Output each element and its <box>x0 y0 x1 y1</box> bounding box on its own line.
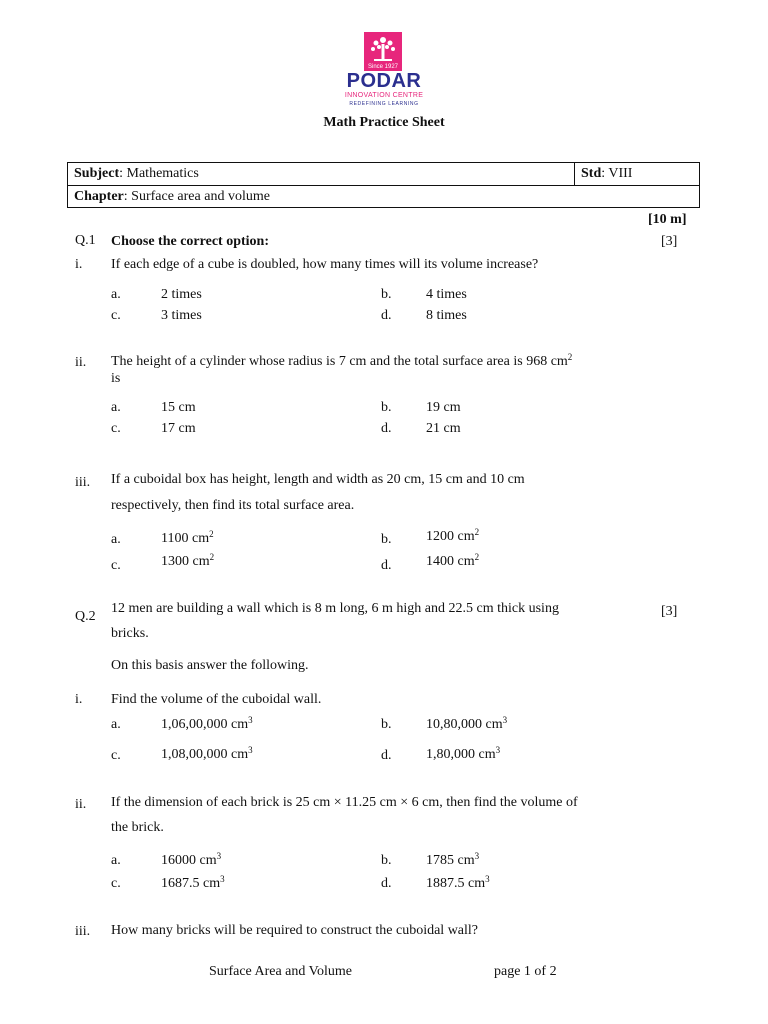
option-value: 1,80,000 cm <box>426 747 496 762</box>
option-text: 17 cm <box>161 421 196 436</box>
question-marks: [3] <box>661 604 678 619</box>
question-basis: On this basis answer the following. <box>111 658 309 673</box>
logo-tagline: REDEFINING LEARNING <box>349 101 419 107</box>
option-letter: c. <box>111 558 121 573</box>
option-letter: a. <box>111 532 121 547</box>
superscript: 3 <box>220 874 225 884</box>
superscript: 3 <box>485 874 490 884</box>
option-text <box>161 853 221 869</box>
std-value: : VIII <box>601 166 633 181</box>
superscript: 2 <box>567 352 573 362</box>
question-text-line: 12 men are building a wall which is 8 m long, 6 m high and 22.5 cm thick using <box>111 601 559 616</box>
option-letter: a. <box>111 400 121 415</box>
option-text <box>426 529 479 545</box>
option-letter: d. <box>381 421 392 436</box>
info-table <box>67 162 700 208</box>
tree-icon <box>364 32 402 64</box>
superscript: 3 <box>248 745 253 755</box>
option-letter: c. <box>111 748 121 763</box>
superscript: 3 <box>502 715 508 725</box>
subquestion-text: Find the volume of the cuboidal wall. <box>111 692 322 707</box>
option-letter: a. <box>111 717 121 732</box>
option-text: 15 cm <box>161 400 196 415</box>
superscript: 2 <box>474 552 480 562</box>
option-text: 4 times <box>426 287 467 302</box>
question-marks: [3] <box>661 234 678 249</box>
subject-value: : Mathematics <box>119 166 199 181</box>
subquestion-number: i. <box>75 692 83 707</box>
subquestion-text-line: is <box>111 371 121 386</box>
option-text <box>426 554 479 570</box>
std-label: Std <box>581 166 602 181</box>
superscript: 3 <box>474 851 480 861</box>
option-letter: b. <box>381 400 392 415</box>
question-number: Q.2 <box>75 609 96 624</box>
option-text: 3 times <box>161 308 202 323</box>
option-letter: c. <box>111 308 121 323</box>
option-letter: d. <box>381 748 392 763</box>
option-text: 8 times <box>426 308 467 323</box>
option-letter: d. <box>381 308 392 323</box>
table-divider <box>68 185 699 186</box>
chapter-value: : Surface area and volume <box>123 189 270 204</box>
page-title: Math Practice Sheet <box>323 115 445 130</box>
logo-name: PODAR <box>346 70 422 92</box>
subquestion-text-line: respectively, then find its total surface area. <box>111 498 355 513</box>
subquestion-text-line: the brick. <box>111 820 164 835</box>
option-value: 1200 cm <box>426 529 475 544</box>
subquestion-text: How many bricks will be required to construct the cuboidal wall? <box>111 923 479 938</box>
option-text: 2 times <box>161 287 202 302</box>
option-letter: b. <box>381 853 392 868</box>
option-letter: a. <box>111 287 121 302</box>
option-text <box>161 554 214 570</box>
option-value: 1300 cm <box>161 554 210 569</box>
option-text <box>161 717 253 733</box>
option-value: 16000 cm <box>161 853 217 868</box>
subject-label: Subject <box>74 166 120 181</box>
subquestion-number: ii. <box>75 355 87 370</box>
option-letter: d. <box>381 558 392 573</box>
option-letter: a. <box>111 853 121 868</box>
superscript: 2 <box>209 552 215 562</box>
option-value: 1,06,00,000 cm <box>161 717 249 732</box>
subquestion-number: i. <box>75 257 83 272</box>
option-text: 19 cm <box>426 400 461 415</box>
subquestion-text-line: If a cuboidal box has height, length and width as 20 cm, 15 cm and 10 cm <box>111 472 525 487</box>
subquestion-number: iii. <box>75 924 91 939</box>
subquestion-text-line: If the dimension of each brick is 25 cm × 11.25 cm × 6 cm, then find the volume of <box>111 795 578 810</box>
option-text <box>426 747 500 763</box>
table-divider <box>574 163 575 185</box>
option-letter: b. <box>381 287 392 302</box>
superscript: 2 <box>209 529 214 539</box>
option-text <box>426 876 490 892</box>
chapter-cell <box>74 189 270 205</box>
option-value: 1687.5 cm <box>161 876 221 891</box>
superscript: 3 <box>495 745 501 755</box>
total-marks: [10 m] <box>648 212 687 227</box>
option-value: 1,08,00,000 cm <box>161 747 249 762</box>
option-letter: c. <box>111 876 121 891</box>
question-number: Q.1 <box>75 233 96 248</box>
subquestion-text-line: The height of a cylinder whose radius is 7 cm and the total surface area is 968 cm <box>111 354 568 369</box>
option-text <box>426 717 507 733</box>
option-letter: c. <box>111 421 121 436</box>
subquestion-number: ii. <box>75 797 87 812</box>
subject-cell <box>74 166 199 182</box>
footer-page-number: page 1 of 2 <box>494 964 557 979</box>
option-text <box>161 747 253 763</box>
option-letter: d. <box>381 876 392 891</box>
subquestion-text: If each edge of a cube is doubled, how many times will its volume increase? <box>111 257 539 272</box>
question-text-line: bricks. <box>111 626 149 641</box>
subquestion-number: iii. <box>75 475 91 490</box>
option-text <box>161 531 214 547</box>
option-letter: b. <box>381 532 392 547</box>
superscript: 3 <box>248 715 253 725</box>
option-value: 1785 cm <box>426 853 475 868</box>
option-text <box>426 853 479 869</box>
logo-subtitle: INNOVATION CENTRE <box>344 92 424 99</box>
superscript: 2 <box>474 527 480 537</box>
chapter-label: Chapter <box>74 189 124 204</box>
subquestion-text <box>111 354 572 370</box>
question-prompt: Choose the correct option: <box>111 234 269 249</box>
footer-chapter: Surface Area and Volume <box>209 964 352 979</box>
std-cell <box>581 166 632 182</box>
logo-since: Since 1927 <box>364 64 402 71</box>
option-text: 21 cm <box>426 421 461 436</box>
school-logo <box>328 28 440 108</box>
option-value: 1887.5 cm <box>426 876 486 891</box>
option-letter: b. <box>381 717 392 732</box>
option-text <box>161 876 225 892</box>
superscript: 3 <box>216 851 222 861</box>
option-value: 10,80,000 cm <box>426 717 503 732</box>
option-value: 1100 cm <box>161 531 210 546</box>
option-value: 1400 cm <box>426 554 475 569</box>
